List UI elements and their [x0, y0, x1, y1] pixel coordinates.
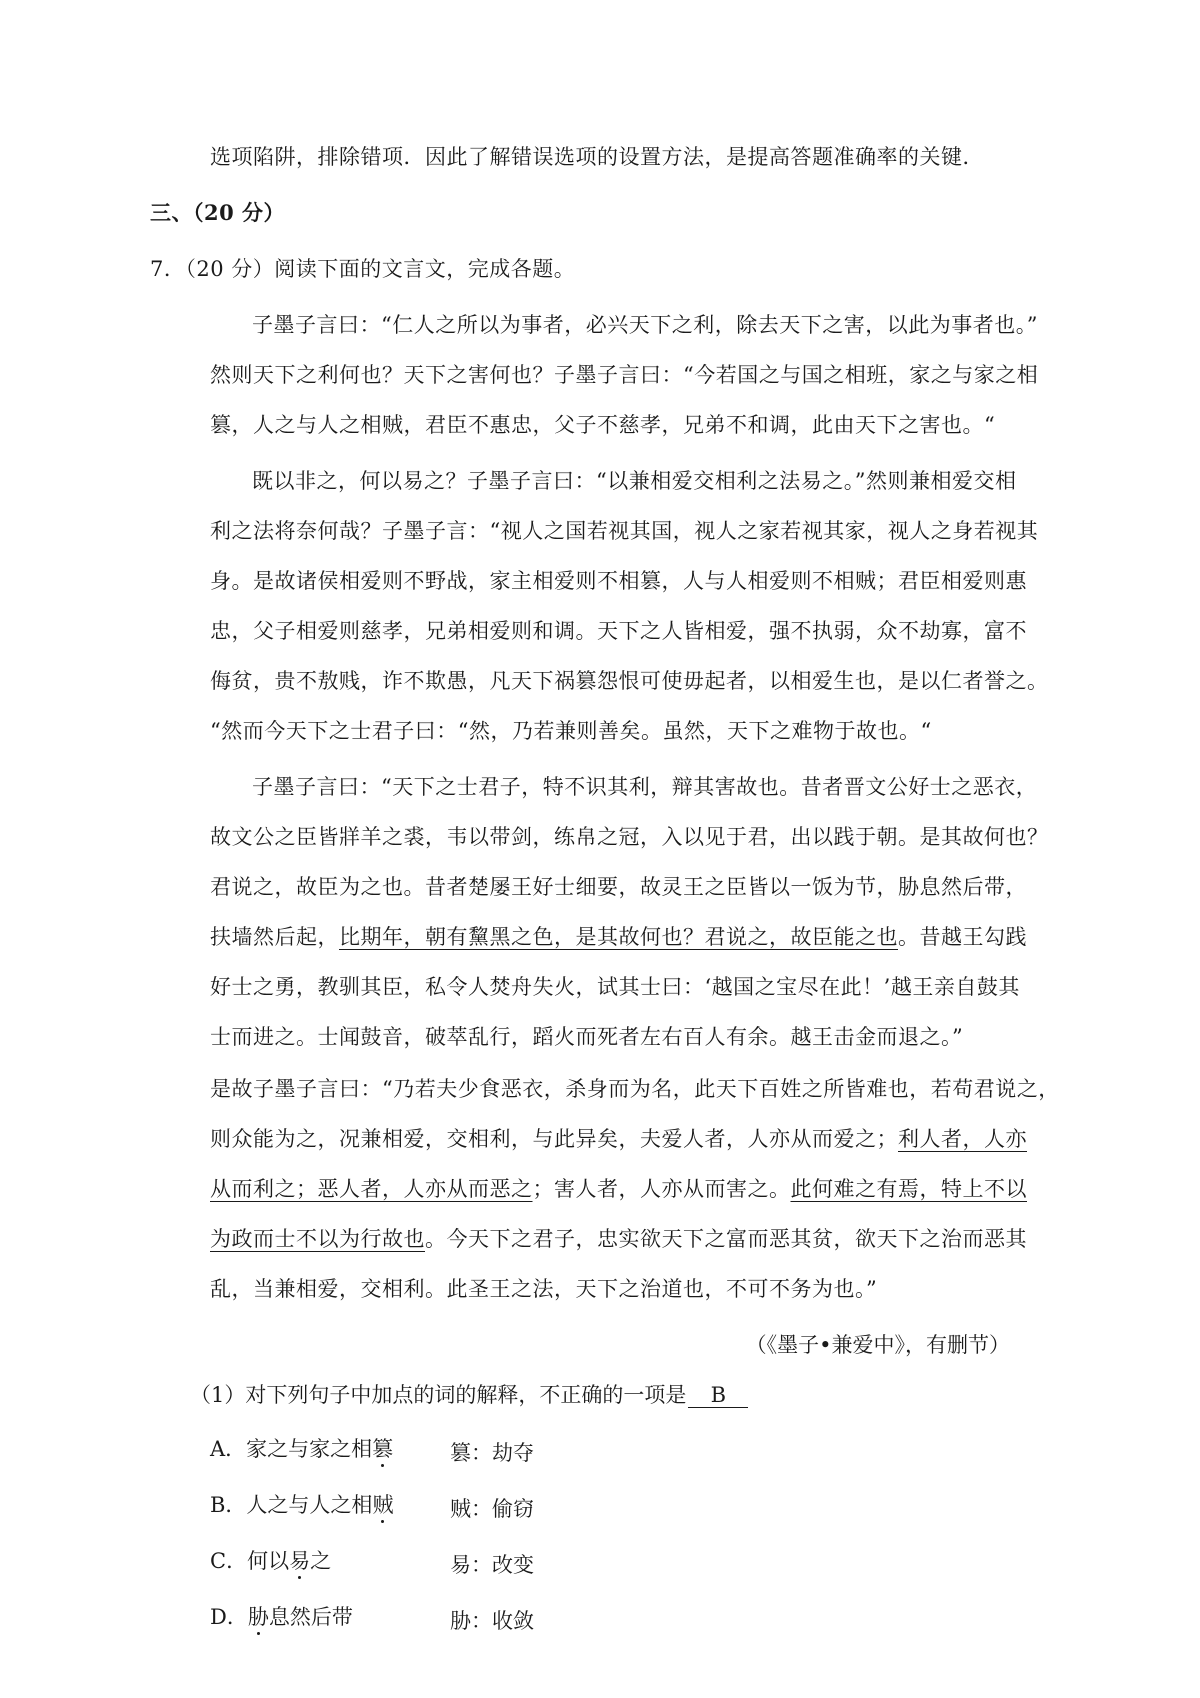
passage-line: 乱，当兼相爱，交相利。此圣王之法，天下之治道也，不可不务为也。”	[210, 1277, 878, 1301]
option-c	[210, 1546, 331, 1576]
passage-line: 是故子墨子言曰：“乃若夫少食恶衣，杀身而为名，此天下百姓之所皆难也，若苟君说之，	[210, 1077, 1060, 1101]
answer-blank: B	[688, 1383, 748, 1408]
option-rest: 息然后带	[268, 1605, 353, 1629]
passage-line: 故文公之臣皆牂羊之裘，韦以带剑，练帛之冠，入以见于君，出以践于朝。是其故何也？	[210, 825, 1049, 849]
option-d	[210, 1602, 353, 1632]
passage-text: ；害人者，人亦从而害之。	[532, 1177, 791, 1201]
passage-line: 君说之，故臣为之也。昔者楚屡王好士细要，故灵王之臣皆以一饭为节，胁息然后带，	[210, 875, 1027, 899]
passage-line: 既以非之，何以易之？子墨子言曰：“以兼相爱交相利之法易之。”然则兼相爱交相	[252, 469, 1017, 493]
option-rest: 之	[310, 1549, 332, 1573]
underlined-sentence: 此何难之有焉，特上不以	[790, 1177, 1027, 1201]
option-label: C．何以	[210, 1549, 290, 1573]
passage-line: 子墨子言曰：“仁人之所以为事者，必兴天下之利，除去天下之害，以此为事者也。”	[252, 313, 1038, 337]
option-label: D．	[210, 1605, 248, 1629]
passage-line: 然则天下之利何也？天下之害何也？子墨子言曰：“今若国之与国之相班，家之与家之相	[210, 363, 1039, 387]
passage-line: 子墨子言曰：“天下之士君子，特不识其利，辩其害故也。昔者晋文公好士之恶衣，	[252, 775, 1038, 799]
passage-line	[210, 1124, 1027, 1154]
dotted-word: 贼	[372, 1493, 394, 1517]
dotted-word: 篡	[372, 1437, 394, 1461]
passage-line: 侮贫，贵不敖贱，诈不欺愚，凡天下祸篡怨恨可使毋起者，以相爱生也，是以仁者誉之。	[210, 669, 1049, 693]
option-a	[210, 1434, 393, 1464]
passage-text: 则众能为之，况兼相爱，交相利，与此异矣，夫爱人者，人亦从而爱之；	[210, 1127, 898, 1151]
option-d-gloss: 胁：收敛	[450, 1609, 534, 1633]
underlined-sentence: 比期年，朝有黧黑之色，是其故何也？君说之，故臣能之也	[339, 925, 898, 949]
passage-line: 士而进之。士闻鼓音，破萃乱行，蹈火而死者左右百人有余。越王击金而退之。”	[210, 1025, 964, 1049]
passage-line	[210, 1174, 1027, 1204]
underlined-sentence: 为政而士不以为行故也	[210, 1227, 425, 1251]
source-citation: （《墨子•兼爱中》，有删节）	[745, 1333, 1010, 1357]
passage-text: 扶墙然后起，	[210, 925, 339, 949]
subquestion-text: （1）对下列句子中加点的词的解释，不正确的一项是	[190, 1383, 687, 1407]
section-heading: 三、（20 分）	[150, 200, 286, 225]
passage-line: 忠，父子相爱则慈孝，兄弟相爱则和调。天下之人皆相爱，强不执弱，众不劫寡，富不	[210, 619, 1027, 643]
passage-line: 利之法将奈何哉？子墨子言：“视人之国若视其国，视人之家若视其家，视人之身若视其	[210, 519, 1039, 543]
option-a-gloss: 篡：劫夺	[450, 1441, 534, 1465]
underlined-sentence: 从而利之；恶人者，人亦从而恶之	[210, 1177, 533, 1201]
passage-line: 篡，人之与人之相贼，君臣不惠忠，父子不慈孝，兄弟不和调，此由天下之害也。“	[210, 413, 996, 437]
option-b-gloss: 贼：偷窃	[450, 1497, 534, 1521]
dotted-word: 易	[289, 1549, 311, 1573]
option-label: A．家之与家之相	[210, 1437, 373, 1461]
option-c-gloss: 易：改变	[450, 1553, 534, 1577]
question-header: 7．（20 分）阅读下面的文言文，完成各题。	[150, 257, 576, 281]
passage-line: “然而今天下之士君子曰：“然，乃若兼则善矣。虽然，天下之难物于故也。“	[210, 719, 932, 743]
passage-text: 。昔越王勾践	[898, 925, 1027, 949]
passage-line	[210, 1224, 1027, 1254]
passage-line: 身。是故诸侯相爱则不野战，家主相爱则不相篡，人与人相爱则不相贼；君臣相爱则惠	[210, 569, 1027, 593]
underlined-sentence: 利人者，人亦	[898, 1127, 1027, 1151]
option-b	[210, 1490, 393, 1520]
passage-line	[210, 922, 1027, 952]
intro-line: 选项陷阱，排除错项．因此了解错误选项的设置方法，是提高答题准确率的关键．	[210, 145, 984, 169]
subquestion-prompt	[190, 1380, 748, 1410]
dotted-word: 胁	[247, 1605, 269, 1629]
passage-line: 好士之勇，教驯其臣，私令人焚舟失火，试其士曰：‘越国之宝尽在此！’越王亲自鼓其	[210, 975, 1020, 999]
option-label: B．人之与人之相	[210, 1493, 373, 1517]
passage-text: 。今天下之君子，忠实欲天下之富而恶其贫，欲天下之治而恶其	[425, 1227, 1027, 1251]
